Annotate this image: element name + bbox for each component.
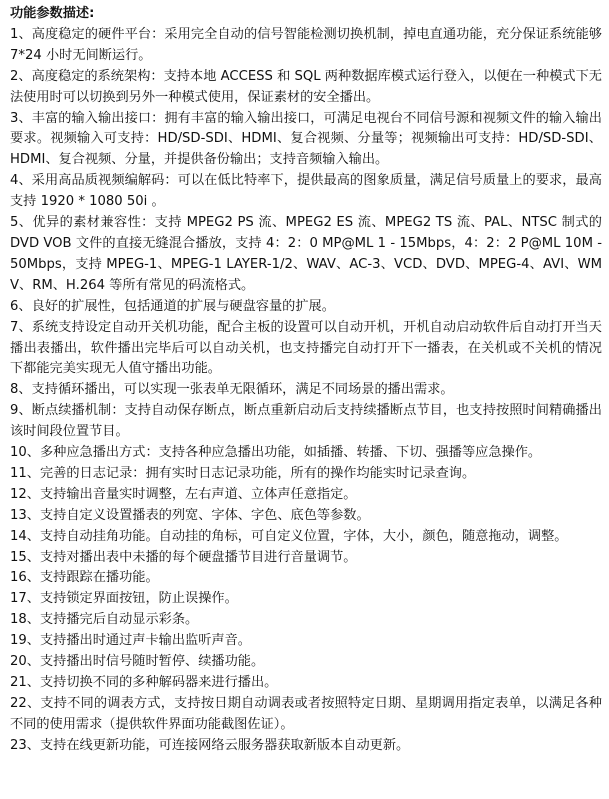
feature-item-7: 7、系统支持设定自动开关机功能，配合主板的设置可以自动开机，开机自动启动软件后自动打开当天播出表播出，软件播出完毕后可以自动关机，也支持播完自动打开下一播表，在关机或不关机的情况下都能完美实现无人值守播出功能。 bbox=[10, 319, 602, 377]
feature-item-18: 18、支持播完后自动显示彩条。 bbox=[10, 612, 199, 628]
feature-item-8: 8、支持循环播出，可以实现一张表单无限循环，满足不同场景的播出需求。 bbox=[10, 382, 454, 398]
feature-item-4: 4、采用高品质视频编解码：可以在低比特率下，提供最高的图象质量，满足信号质量上的要求，最高支持 1920 * 1080 50i 。 bbox=[10, 173, 602, 210]
feature-item-3: 3、丰富的输入输出接口：拥有丰富的输入输出接口，可满足电视台不同信号源和视频文件的输入输出要求。视频输入可支持：HD/SD-SDI、HDMI、复合视频、分量等；视频输出可支持：HD/SD-SDI、HDMI、复合视频、分量，并提供备份输出；支持音频输入输出。 bbox=[10, 110, 602, 168]
feature-item-19: 19、支持播出时通过声卡输出监听声音。 bbox=[10, 633, 251, 649]
feature-item-15: 15、支持对播出表中未播的每个硬盘播节目进行音量调节。 bbox=[10, 549, 357, 565]
document-title: 功能参数描述: bbox=[10, 6, 95, 21]
feature-item-21: 21、支持切换不同的多种解码器来进行播出。 bbox=[10, 675, 278, 690]
feature-item-14: 14、支持自动挂角功能。自动挂的角标，可自定义位置，字体，大小，颜色，随意拖动，调整。 bbox=[10, 528, 568, 544]
feature-item-23: 23、支持在线更新功能，可连接网络云服务器获取新版本自动更新。 bbox=[10, 737, 410, 753]
feature-item-1: 1、高度稳定的硬件平台：采用完全自动的信号智能检测切换机制，掉电直通功能，充分保证系统能够 7*24 小时无间断运行。 bbox=[10, 26, 602, 63]
feature-item-11: 11、完善的日志记录：拥有实时日志记录功能，所有的操作均能实时记录查询。 bbox=[10, 465, 476, 481]
feature-item-13: 13、支持自定义设置播表的列宽、字体、字色、底色等参数。 bbox=[10, 507, 370, 523]
feature-item-20: 20、支持播出时信号随时暂停、续播功能。 bbox=[10, 654, 265, 670]
feature-item-10: 10、多种应急播出方式：支持各种应急播出功能，如插播、转播、下切、强播等应急操作。 bbox=[10, 445, 542, 461]
feature-description-document bbox=[10, 4, 602, 757]
feature-item-17: 17、支持锁定界面按钮，防止误操作。 bbox=[10, 591, 238, 607]
feature-item-12: 12、支持输出音量实时调整，左右声道、立体声任意指定。 bbox=[10, 486, 357, 502]
feature-item-6: 6、良好的扩展性，包括通道的扩展与硬盘容量的扩展。 bbox=[10, 298, 335, 314]
feature-item-22: 22、支持不同的调表方式，支持按日期自动调表或者按照特定日期、星期调用指定表单，以满足各种不同的使用需求（提供软件界面功能截图佐证）。 bbox=[10, 695, 602, 732]
feature-list bbox=[10, 25, 602, 757]
feature-item-5: 5、优异的素材兼容性：支持 MPEG2 PS 流、MPEG2 ES 流、MPEG2 TS 流、PAL、NTSC 制式的 DVD VOB 文件的直接无缝混合播放，支持 4：2：0 MP@ML 1 - 15Mbps，4：2：2 P@ML 10M - 50Mbps，支持 MPEG-1、MPEG-1 LAYER-1/2、WAV、AC-3、VCD、DVD、MPEG-4、AVI、WMV、RM、H.264 等所有常见的码流格式。 bbox=[10, 215, 602, 293]
feature-item-16: 16、支持跟踪在播功能。 bbox=[10, 570, 159, 586]
feature-item-9: 9、断点续播机制：支持自动保存断点，断点重新启动后支持续播断点节目，也支持按照时间精确播出该时间段位置节目。 bbox=[10, 403, 602, 440]
feature-item-2: 2、高度稳定的系统架构：支持本地 ACCESS 和 SQL 两种数据库模式运行登入，以便在一种模式下无法使用时可以切换到另外一种模式使用，保证素材的安全播出。 bbox=[10, 68, 602, 105]
